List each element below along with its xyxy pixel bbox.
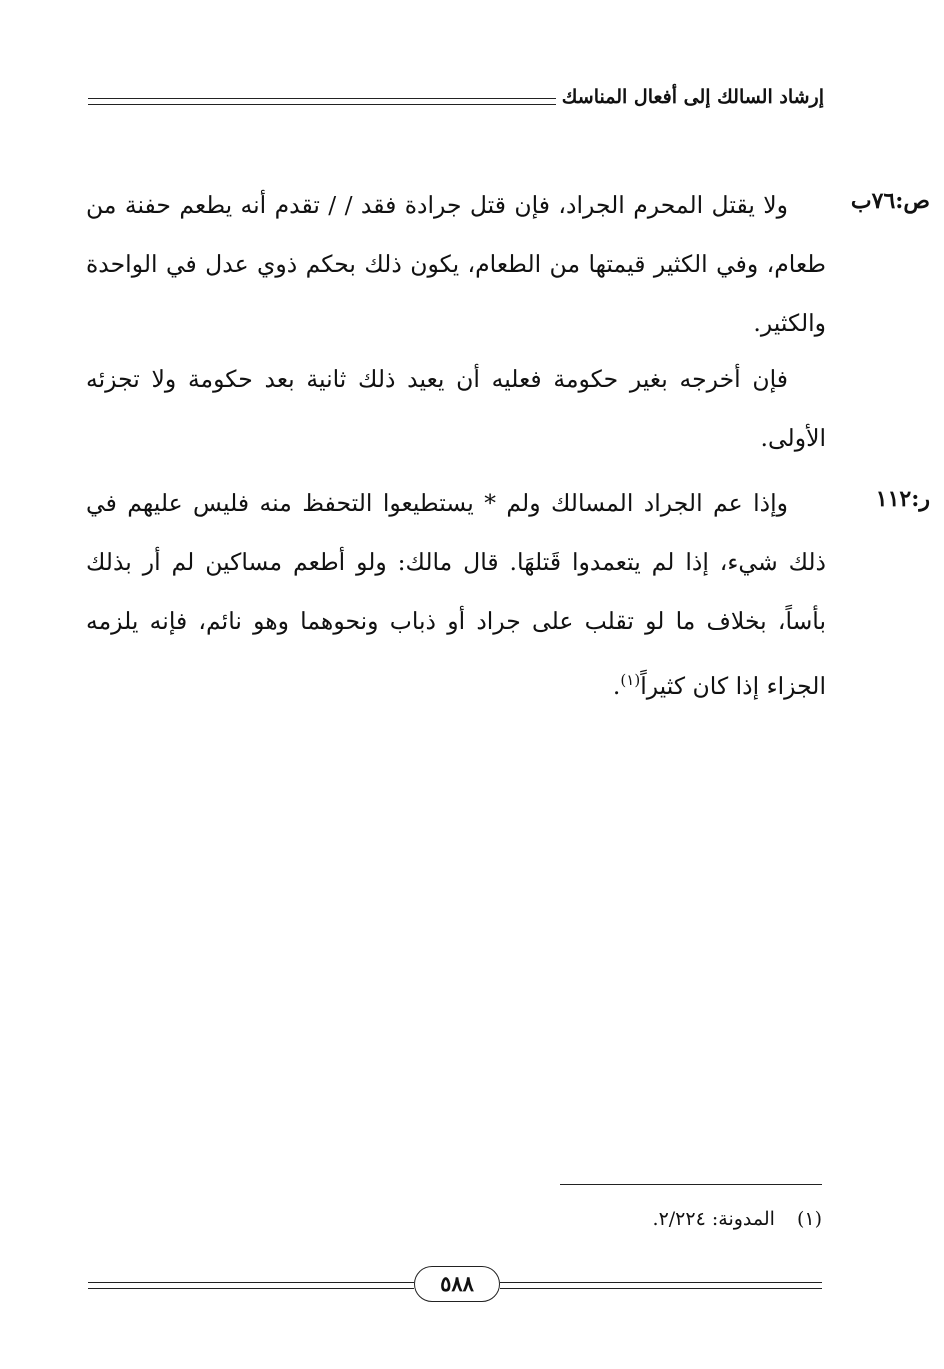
- paragraph-2-text: فإن أخرجه بغير حكومة فعليه أن يعيد ذلك ثانية بعد حكومة ولا تجزئه الأولى.: [86, 365, 826, 452]
- footnote: [653, 1208, 822, 1230]
- footnote-separator: [560, 1184, 822, 1185]
- paragraph-2: [86, 350, 826, 468]
- paragraph-3: [86, 474, 826, 716]
- margin-marker-2: ر:١١٢: [875, 486, 930, 512]
- header-title: إرشاد السالك إلى أفعال المناسك: [561, 86, 824, 108]
- paragraph-1: [86, 176, 826, 353]
- paragraph-3-end: .: [612, 672, 621, 700]
- footnote-text: المدونة: ٢/٢٢٤.: [652, 1208, 775, 1230]
- footnote-number: (١): [796, 1208, 822, 1230]
- footnote-reference[interactable]: (١): [620, 671, 641, 689]
- margin-marker-1: ص:٧٦ب: [850, 188, 930, 214]
- page-number: ٥٨٨: [414, 1266, 500, 1302]
- paragraph-3-text: وإذا عم الجراد المسالك ولم * يستطيعوا التحفظ منه فليس عليهم في ذلك شيء، إذا لم يتعمدوا قَتلهَا. قال مالك: ولو أطعم مساكين لم أر بذلك بأساً، بخلاف ما لو تقلب على جراد أو ذباب ونحوهما وهو نائم، فإنه يلزمه الجزاء إذا كان كثيراً: [86, 489, 826, 700]
- header-rule: [88, 98, 556, 105]
- footer-rule-right: [500, 1282, 822, 1289]
- paragraph-1-text: ولا يقتل المحرم الجراد، فإن قتل جرادة فقد / / تقدم أنه يطعم حفنة من طعام، وفي الكثير قيمتها من الطعام، يكون ذلك بحكم ذوي عدل في الواحدة والكثير.: [86, 191, 826, 337]
- footer-rule-left: [88, 1282, 414, 1289]
- running-header: [88, 86, 824, 116]
